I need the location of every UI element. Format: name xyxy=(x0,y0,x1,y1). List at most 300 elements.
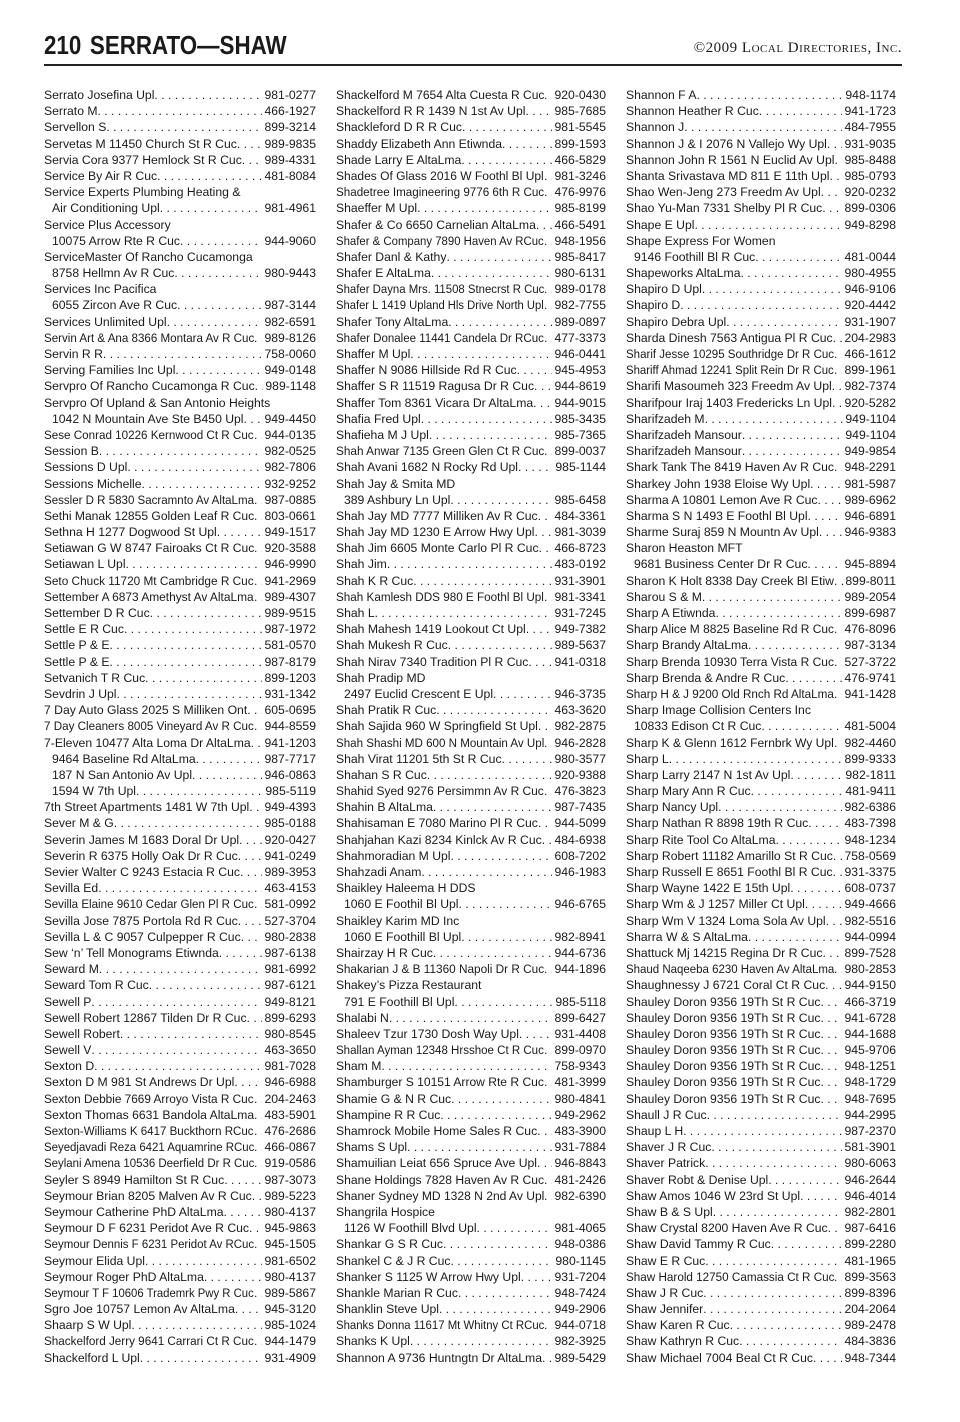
listing-entry xyxy=(626,654,896,670)
dot-leader xyxy=(196,751,263,767)
listing-entry xyxy=(626,1188,896,1204)
listing-name: Sharp Larry 2147 N 1st Av Upl xyxy=(626,767,791,782)
listing-phone: 980-6131 xyxy=(554,266,606,281)
dot-leader xyxy=(234,1074,262,1090)
dot-leader xyxy=(834,346,842,362)
dot-leader xyxy=(834,686,842,702)
dot-leader xyxy=(742,427,844,443)
listing-name: Shah K R Cuc xyxy=(336,573,414,588)
listing-phone: 466-0867 xyxy=(264,1140,316,1155)
listing-name: Shahjahan Kazi 8234 Kinlck Av R Cuc xyxy=(336,832,542,847)
listing-phone: 981-5987 xyxy=(844,476,896,491)
dot-leader xyxy=(237,136,263,152)
listing-name: Sharra W & S AltaLma xyxy=(626,929,748,944)
listing-name: Sew ‘n’ Tell Monograms Etiwnda xyxy=(44,945,219,960)
listing-entry xyxy=(626,459,896,475)
listing-phone: 946-9106 xyxy=(844,282,896,297)
listing-phone: 476-2686 xyxy=(264,1124,316,1138)
dot-leader xyxy=(136,783,263,799)
listing-phone: 483-0192 xyxy=(554,557,606,572)
dot-leader xyxy=(238,913,263,929)
listing-name: 10833 Edison Ct R Cuc xyxy=(634,719,762,734)
dot-leader xyxy=(536,217,553,233)
listing-name: Shah Nirav 7340 Tradition Pl R Cuc xyxy=(336,654,529,669)
listing-entry xyxy=(626,1317,896,1333)
listing-phone: 949-4393 xyxy=(264,800,316,815)
listing-name: Shade Larry E AltaLma xyxy=(336,152,462,167)
dot-leader xyxy=(519,1026,553,1042)
listing-phone: 944-8619 xyxy=(554,379,606,394)
dot-leader xyxy=(834,735,842,751)
listing-entry xyxy=(336,217,606,233)
listing-phone: 483-3900 xyxy=(554,1124,606,1138)
listing-name: Shanta Srivastava MD 811 E 11th Upl xyxy=(626,168,830,183)
listing-name: Setiawan G W 8747 Fairoaks Ct R Cuc xyxy=(44,541,255,556)
listing-entry xyxy=(44,735,316,751)
listing-entry xyxy=(44,929,316,945)
page-number: 210 xyxy=(44,30,82,60)
listing-phone: 980-9443 xyxy=(264,266,316,281)
listing-phone: 987-8179 xyxy=(264,654,316,669)
dot-leader xyxy=(832,378,843,394)
listing-phone: 803-0661 xyxy=(264,508,316,523)
listing-phone: 466-1927 xyxy=(264,104,316,119)
listing-phone: 985-7685 xyxy=(554,104,606,119)
listing-phone: 980-3577 xyxy=(554,751,606,766)
dot-leader xyxy=(127,459,262,475)
listing-phone: 608-0737 xyxy=(844,881,896,896)
listing-entry xyxy=(336,443,606,459)
listing-phone: 985-7365 xyxy=(554,427,606,442)
listing-name: Shauley Doron 9356 19Th St R Cuc xyxy=(626,1043,821,1058)
listing-phone: 944-0135 xyxy=(264,427,316,442)
listing-entry xyxy=(44,281,316,297)
dot-leader xyxy=(99,961,263,977)
listing-name: Sharifpour Iraj 1403 Fredericks Ln Upl xyxy=(626,395,832,410)
listing-phone: 987-0885 xyxy=(264,492,316,507)
listing-phone: 944-1896 xyxy=(554,962,606,977)
listing-entry xyxy=(336,1220,606,1236)
listing-name: Shackelford Jerry 9641 Carrari Ct R Cuc xyxy=(44,1334,254,1349)
dot-leader xyxy=(785,670,842,686)
dot-leader xyxy=(702,589,843,605)
listing-name: Shaw Crystal 8200 Haven Ave R Cuc xyxy=(626,1221,828,1236)
listing-entry xyxy=(44,395,316,411)
dot-leader xyxy=(538,815,553,831)
listing-entry xyxy=(626,524,896,540)
listing-name: Sharma S N 1493 E Foothl Bl Upl xyxy=(626,508,808,523)
listing-name: Shairzay H R Cuc xyxy=(336,945,433,960)
dot-leader xyxy=(254,573,262,589)
listing-phone: 946-9990 xyxy=(264,557,316,572)
dot-leader xyxy=(544,184,552,200)
listing-entry xyxy=(44,799,316,815)
dot-leader xyxy=(450,1253,553,1269)
dot-leader xyxy=(99,443,263,459)
listing-phone: 899-7528 xyxy=(844,945,896,960)
listing-name: Servin Art & Ana 8366 Montara Av R Cuc xyxy=(44,330,255,345)
listing-entry xyxy=(626,297,896,313)
listing-phone: 981-0277 xyxy=(264,88,316,102)
dot-leader xyxy=(238,848,263,864)
listing-phone: 476-9976 xyxy=(554,185,606,200)
listing-entry xyxy=(44,492,316,508)
listing-entry xyxy=(44,1350,316,1366)
listing-phone: 987-3073 xyxy=(264,1172,316,1187)
dot-leader xyxy=(820,1042,842,1058)
listing-name: Shahid Syed 9276 Persimmn Av R Cuc xyxy=(336,784,544,799)
listing-entry xyxy=(44,476,316,492)
listing-phone: 946-4014 xyxy=(844,1188,896,1203)
listing-entry xyxy=(626,1333,896,1349)
listing-name: 1060 E Foothil Bl Upl xyxy=(344,897,459,912)
listing-name: Sevier Walter C 9243 Estacia R Cuc xyxy=(44,865,240,879)
dot-leader xyxy=(154,87,262,103)
listing-entry xyxy=(44,767,316,783)
listing-entry xyxy=(336,492,606,508)
listing-name: Shanks K Upl xyxy=(336,1334,410,1349)
listing-name: Sharon Heaston MFT xyxy=(626,541,743,556)
dot-leader xyxy=(761,718,842,734)
listing-name: 7 Day Auto Glass 2025 S Milliken Ont xyxy=(44,703,248,718)
dot-leader xyxy=(110,637,263,653)
dot-leader xyxy=(427,767,553,783)
dot-leader xyxy=(145,670,262,686)
listing-phone: 989-4307 xyxy=(264,589,316,604)
dot-leader xyxy=(175,362,262,378)
listing-phone: 989-5223 xyxy=(264,1188,316,1203)
listing-entry xyxy=(336,362,606,378)
listing-name: Shankar G S R Cuc xyxy=(336,1237,444,1252)
dot-leader xyxy=(544,1172,552,1188)
listing-entry xyxy=(44,1317,316,1333)
listing-entry xyxy=(44,1155,316,1171)
listing-entry xyxy=(336,718,606,734)
listing-name: Shamburger S 10151 Arrow Rte R Cuc xyxy=(336,1075,544,1090)
dot-leader xyxy=(739,1333,842,1349)
dot-leader xyxy=(539,540,553,556)
listing-entry xyxy=(336,605,606,621)
listing-phone: 987-6416 xyxy=(844,1221,896,1236)
listing-phone: 899-6987 xyxy=(844,606,896,620)
dot-leader xyxy=(694,217,842,233)
dot-leader xyxy=(254,1285,262,1301)
listing-entry xyxy=(626,621,896,637)
listing-entry xyxy=(44,1253,316,1269)
listing-name: Sharp H & J 9200 Old Rnch Rd AltaLma xyxy=(626,686,834,701)
dot-leader xyxy=(433,945,553,961)
listing-phone: 758-9343 xyxy=(554,1059,606,1074)
listing-phone: 945-9863 xyxy=(264,1221,316,1236)
listing-name: Shampine R R Cuc xyxy=(336,1107,441,1122)
listing-name: Servpro Of Upland & San Antonio Heights xyxy=(44,395,271,410)
listing-phone: 989-4331 xyxy=(264,152,316,167)
listing-entry xyxy=(44,1301,316,1317)
listing-entry xyxy=(44,637,316,653)
listing-name: Shaffer Tom 8361 Vicara Dr AltaLma xyxy=(336,395,534,410)
listing-name: Shapiro D xyxy=(626,298,681,313)
listing-phone: 920-4442 xyxy=(844,298,896,313)
page-range: SERRATO—SHAW xyxy=(89,30,287,60)
listing-entry xyxy=(44,1042,316,1058)
listing-phone: 949-4666 xyxy=(844,897,896,912)
listing-entry xyxy=(44,362,316,378)
listing-phone: 484-3836 xyxy=(844,1334,896,1349)
listing-entry xyxy=(44,751,316,767)
listing-name: Shamrock Mobile Home Sales R Cuc xyxy=(336,1124,538,1138)
listing-entry xyxy=(626,1042,896,1058)
listing-phone: 948-2291 xyxy=(844,460,896,475)
listing-entry xyxy=(44,1074,316,1090)
dot-leader xyxy=(439,1301,553,1317)
listing-entry xyxy=(44,249,316,265)
listing-entry xyxy=(626,200,896,216)
listing-name: Shannon J xyxy=(626,120,685,135)
dot-leader xyxy=(833,330,843,346)
listing-name: Shahan S R Cuc xyxy=(336,767,427,782)
listing-phone: 484-6938 xyxy=(554,832,606,847)
listing-phone: 920-0430 xyxy=(554,88,606,102)
listing-phone: 981-6992 xyxy=(264,962,316,977)
listing-name: Servellon S xyxy=(44,120,107,135)
dot-leader xyxy=(742,443,843,459)
listing-entry xyxy=(626,1350,896,1366)
listing-entry xyxy=(626,880,896,896)
listing-name: Serving Families Inc Upl xyxy=(44,363,176,378)
listing-phone: 484-7955 xyxy=(844,120,896,135)
listing-phone: 987-2370 xyxy=(844,1124,896,1138)
listing-phone: 989-9835 xyxy=(264,136,316,151)
listing-entry xyxy=(626,249,896,265)
listing-phone: 980-2838 xyxy=(264,929,316,944)
listing-name: Shah Avani 1682 N Rocky Rd Upl xyxy=(336,460,519,475)
listing-name: Shaikley Haleema H DDS xyxy=(336,881,476,896)
listing-entry xyxy=(336,1155,606,1171)
listing-name: Shah L xyxy=(336,606,375,620)
listing-phone: 989-3953 xyxy=(264,865,316,879)
listing-name: Shannon A 9736 Huntngtn Dr AltaLma xyxy=(336,1350,542,1365)
listing-name: Sharp Wm V 1324 Loma Sola Av Upl xyxy=(626,913,826,928)
listing-name: Shaw Amos 1046 W 23rd St Upl xyxy=(626,1188,801,1203)
listing-name: Sevilla Jose 7875 Portola Rd R Cuc xyxy=(44,913,238,928)
listing-entry xyxy=(336,476,606,492)
listing-entry xyxy=(44,654,316,670)
listing-name: Shaw David Tammy R Cuc xyxy=(626,1237,771,1252)
listing-entry xyxy=(336,864,606,880)
listing-entry xyxy=(626,1155,896,1171)
dot-leader xyxy=(502,751,553,767)
dot-leader xyxy=(517,362,553,378)
listing-phone: 931-4909 xyxy=(264,1350,316,1365)
listing-phone: 980-2853 xyxy=(844,962,896,977)
listing-entry xyxy=(626,152,896,168)
dot-leader xyxy=(254,1155,262,1171)
listing-entry xyxy=(336,815,606,831)
listing-entry xyxy=(626,1236,896,1252)
listing-phone: 980-1145 xyxy=(555,1253,606,1268)
dot-leader xyxy=(254,508,262,524)
listing-entry xyxy=(44,589,316,605)
listing-name: Shaup L H xyxy=(626,1124,684,1138)
listing-name: Shauley Doron 9356 19Th St R Cuc xyxy=(626,994,821,1009)
listing-phone: 982-2875 xyxy=(554,719,606,734)
listing-phone: 989-5429 xyxy=(554,1350,606,1365)
listing-entry xyxy=(44,880,316,896)
listing-phone: 945-3120 xyxy=(264,1302,316,1317)
listing-entry xyxy=(626,605,896,621)
listing-name: Shafer & Co 6650 Carnelian AltaLma xyxy=(336,217,536,232)
listing-name: 10075 Arrow Rte R Cuc xyxy=(52,233,181,248)
listing-name: Shaver Robt & Denise Upl xyxy=(626,1172,769,1187)
listing-phone: 899-0037 xyxy=(554,444,606,459)
listing-name: Servetas M 11450 Church St R Cuc xyxy=(44,136,237,151)
listing-phone: 981-4961 xyxy=(264,201,316,216)
listing-phone: 899-3214 xyxy=(264,120,316,135)
listing-phone: 980-8545 xyxy=(264,1026,316,1041)
listing-phone: 484-3361 xyxy=(554,508,606,523)
listing-phone: 949-1104 xyxy=(845,427,896,442)
dot-leader xyxy=(713,1204,843,1220)
listing-phone: 946-8843 xyxy=(554,1156,606,1171)
listing-phone: 982-6386 xyxy=(844,800,896,815)
dot-leader xyxy=(711,1139,842,1155)
listing-entry xyxy=(336,783,606,799)
listing-entry xyxy=(336,168,606,184)
listing-name: Servia Cora 9377 Hemlock St R Cuc xyxy=(44,152,242,167)
listing-phone: 989-0897 xyxy=(554,314,606,329)
dot-leader xyxy=(834,1269,842,1285)
listing-entry xyxy=(336,1317,606,1333)
listing-name: Shaver Patrick xyxy=(626,1156,706,1171)
listing-entry xyxy=(626,395,896,411)
dot-leader xyxy=(149,977,263,993)
listing-name: Sharp Mary Ann R Cuc xyxy=(626,784,751,799)
dot-leader xyxy=(705,411,844,427)
listing-phone: 985-5119 xyxy=(265,784,316,799)
listing-entry xyxy=(44,217,316,233)
listing-entry xyxy=(626,265,896,281)
listing-phone: 980-4137 xyxy=(264,1269,316,1284)
listing-phone: 981-4065 xyxy=(554,1221,606,1236)
listing-name: Shaw E R Cuc xyxy=(626,1253,706,1268)
listing-name: Sexton Thomas 6631 Bandola AltaLma xyxy=(44,1107,255,1122)
dot-leader xyxy=(544,735,552,751)
listing-name: Shah Pratik R Cuc xyxy=(336,703,437,718)
dot-leader xyxy=(387,556,553,572)
listing-name: 7 Day Cleaners 8005 Vineyard Av R Cuc xyxy=(44,719,254,734)
dot-leader xyxy=(544,783,552,799)
listing-name: Shaull J R Cuc xyxy=(626,1107,707,1122)
listing-entry xyxy=(44,1172,316,1188)
listing-phone: 466-5491 xyxy=(554,217,606,232)
listing-entry xyxy=(336,702,606,718)
listing-phone: 945-1505 xyxy=(264,1237,316,1252)
listing-name: Severin James M 1683 Doral Dr Upl xyxy=(44,832,240,847)
listing-phone: 982-8941 xyxy=(554,929,606,944)
listing-name: Settember A 6873 Amethyst Av AltaLma xyxy=(44,589,254,604)
dot-leader xyxy=(381,1058,552,1074)
listing-name: Seymour D F 6231 Peridot Ave R Cuc xyxy=(44,1221,250,1236)
dot-leader xyxy=(451,1091,552,1107)
listing-phone: 481-0044 xyxy=(844,249,896,264)
listing-phone: 941-6728 xyxy=(844,1010,896,1025)
listing-phone: 987-3144 xyxy=(264,298,316,313)
listing-name: Shao Wen-Jeng 273 Freedm Av Upl xyxy=(626,185,821,200)
listing-name: Shanklin Steve Upl xyxy=(336,1302,439,1317)
listing-name: Sharp Wm & J 1257 Miller Ct Upl xyxy=(626,897,805,912)
listing-entry xyxy=(44,330,316,346)
dot-leader xyxy=(684,119,842,135)
dot-leader xyxy=(748,637,843,653)
dot-leader xyxy=(450,848,552,864)
listing-name: Sharifzadeh M xyxy=(626,411,705,426)
dot-leader xyxy=(730,1317,843,1333)
listing-entry xyxy=(336,411,606,427)
listing-entry xyxy=(336,524,606,540)
dot-leader xyxy=(459,896,553,912)
dot-leader xyxy=(707,1107,843,1123)
listing-entry xyxy=(626,103,896,119)
listing-name: Shape E Upl xyxy=(626,217,695,232)
listing-phone: 989-6962 xyxy=(844,492,896,507)
listing-phone: 931-3901 xyxy=(554,573,606,588)
listing-phone: 981-3039 xyxy=(554,525,606,540)
listing-phone: 581-0992 xyxy=(264,897,316,912)
listing-entry xyxy=(44,1091,316,1107)
listing-name: Sharifi Masoumeh 323 Freedm Av Upl xyxy=(626,379,832,394)
listing-entry xyxy=(44,136,316,152)
dot-leader xyxy=(820,1026,842,1042)
listing-entry xyxy=(626,1285,896,1301)
listing-entry xyxy=(44,977,316,993)
listing-entry xyxy=(44,233,316,249)
listing-phone: 527-3704 xyxy=(264,913,316,928)
dot-leader xyxy=(544,1317,552,1333)
listing-name: Sharou S & M xyxy=(626,589,702,604)
dot-leader xyxy=(819,524,843,540)
listing-entry xyxy=(626,1107,896,1123)
listing-phone: 946-2644 xyxy=(844,1172,896,1187)
listing-phone: 949-8121 xyxy=(264,994,316,1009)
listing-entry xyxy=(626,378,896,394)
dot-leader xyxy=(832,395,843,411)
listing-name: Shariff Ahmad 12241 Split Rein Dr R Cuc xyxy=(626,363,834,378)
listing-phone: 946-0441 xyxy=(554,347,606,361)
listing-phone: 945-4953 xyxy=(554,363,606,378)
listing-name: Shah Jim xyxy=(336,557,387,572)
listing-entry xyxy=(336,1285,606,1301)
listing-name: Setvanich T R Cuc xyxy=(44,670,146,685)
listing-entry xyxy=(626,314,896,330)
dot-leader xyxy=(818,492,843,508)
dot-leader xyxy=(544,443,552,459)
dot-leader xyxy=(538,718,553,734)
listing-entry xyxy=(44,119,316,135)
dot-leader xyxy=(537,1155,552,1171)
dot-leader xyxy=(829,168,842,184)
listing-entry xyxy=(44,443,316,459)
listing-entry xyxy=(336,152,606,168)
listing-phone: 204-2463 xyxy=(264,1091,316,1106)
dot-leader xyxy=(534,378,552,394)
listing-entry xyxy=(336,346,606,362)
dot-leader xyxy=(167,314,263,330)
listing-entry xyxy=(626,411,896,427)
listing-name: 1042 N Mountain Ave Ste B450 Upl xyxy=(52,411,244,426)
listing-phone: 985-8199 xyxy=(554,201,606,216)
listing-phone: 931-7245 xyxy=(554,606,606,620)
listing-name: Settle P & E xyxy=(44,654,110,669)
